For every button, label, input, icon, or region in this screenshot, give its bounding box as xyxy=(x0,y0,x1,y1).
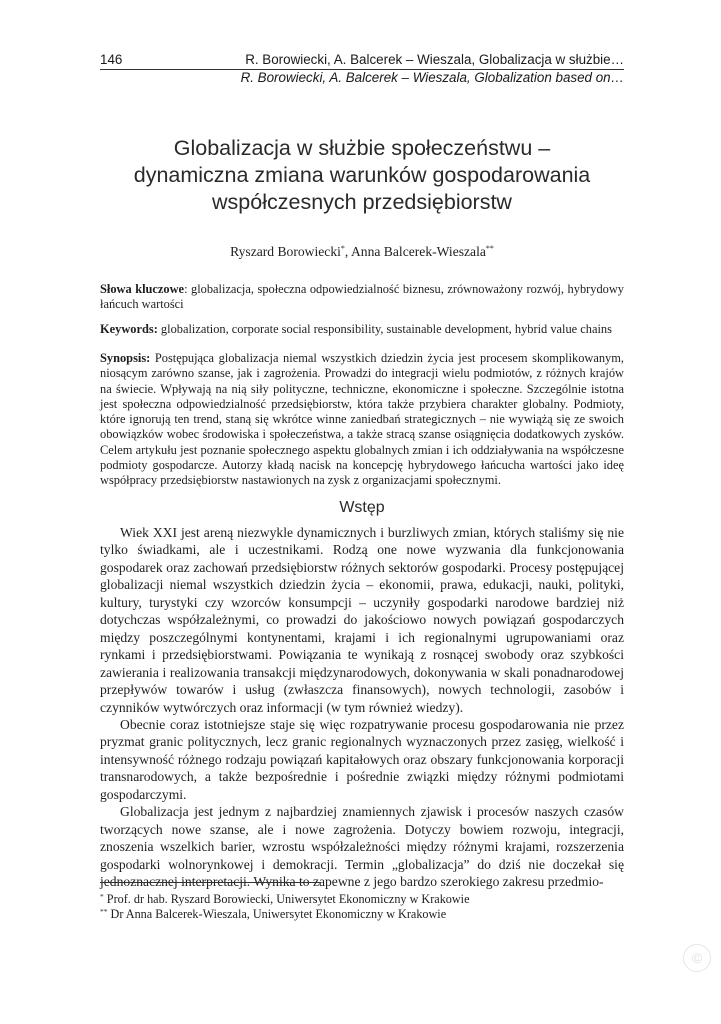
body-text xyxy=(100,524,624,891)
author-1-footnote-mark: * xyxy=(340,244,345,253)
keywords-polish-label: Słowa kluczowe xyxy=(100,282,185,296)
running-title-english: R. Borowiecki, A. Balcerek – Wieszala, Globalization based on… xyxy=(240,70,624,85)
keywords-polish-text: : globalizacja, społeczna odpowiedzialność biznesu, zrównoważony rozwój, hybrydowy łańcuch wartości xyxy=(100,282,624,312)
keywords-english-label: Keywords: xyxy=(100,322,158,336)
page-number: 146 xyxy=(100,52,123,67)
footnote-1-mark: * xyxy=(100,892,104,901)
author-list xyxy=(100,244,624,260)
title-line-3: współczesnych przedsiębiorstw xyxy=(212,190,512,214)
copyright-badge-icon: © xyxy=(683,944,711,972)
paragraph-1: Wiek XXI jest areną niezwykle dynamicznych i burzliwych zmian, których staliśmy się nie tylko świadkami, ale i uczestnikami. Rodzą one nowe wyzwania dla funkcjonowania gospodarek oraz zachowań przedsiębiorstw różnych sektorów gospodarki. Procesy postępującej globalizacji niemal wszystkich dziedzin życia – ekonomii, prawa, edukacji, nauki, polityki, kultury, turystyki czy wzorców konsumpcji – uczyniły gospodarki narodowe bardziej niż dotychczas współzależnymi, co prowadzi do jakościowo nowych powiązań gospodarczych między poszczególnymi kontynentami, krajami i ich regionalnymi ugrupowaniami oraz rynkami i przedsiębiorstwami. Powiązania te wynikają z rosnącej swobody oraz szybkości zawierania i realizowania transakcji międzynarodowych, dokonywania w skali ponadnarodowej przepływów towarów i usług (zwłaszcza finansowych), nowych technologii, zasobów i czynników wytwórczych oraz informacji (w tym również wiedzy). xyxy=(100,525,624,715)
article-title xyxy=(70,135,654,216)
footnote-2 xyxy=(100,904,624,922)
footnote-1-text: Prof. dr hab. Ryszard Borowiecki, Uniwersytet Ekonomiczny w Krakowie xyxy=(103,892,470,906)
author-1: Ryszard Borowiecki xyxy=(230,244,341,259)
synopsis-label: Synopsis: xyxy=(100,351,151,365)
title-line-1: Globalizacja w służbie społeczeństwu – xyxy=(173,136,551,160)
synopsis-text: Postępująca globalizacja niemal wszystkich dziedzin życia jest procesem skomplikowanym, niosącym zarówno szanse, jak i zagrożenia. Prowadzi do integracji wielu podmiotów, z różnych krajów na świecie. Wpływają na nią siły polityczne, techniczne, ekonomiczne i społeczne. Szczególnie istotna jest społeczna odpowiedzialność przedsiębiorstw, która także przybiera charakter globalny. Podmioty, które ignorują ten trend, staną się wkrótce winne zaniedbań strategicznych – nie wywiążą się ze swoich obowiązków wobec środowiska i społeczeństwa, a także stracą szanse osiągnięcia dodatkowych zysków. Celem artykułu jest poznanie społecznego aspektu globalnych zmian i ich oddziaływania na współczesne podmioty gospodarcze. Autorzy kładą nacisk na koncepcję hybrydowego łańcucha wartości jako ideę współpracy przedsiębiorstw nastawionych na zysk z organizacjami społecznymi. xyxy=(100,351,624,488)
paragraph-3: Globalizacja jest jednym z najbardziej znamiennych zjawisk i procesów naszych czasów tworzących nowe szanse, ale i nowe zagrożenia. Dotyczy bowiem rozwoju, integracji, znoszenia wszelkich barier, wzrostu współzależności między różnymi krajami, rozszerzenia gospodarki wolnorynkowej i demokracji. Termin „globalizacja” do dziś nie doczekał się jednoznacznej interpretacji. Wynika to zapewne z jego bardzo szerokiego zakresu przedmio- xyxy=(100,804,624,890)
title-line-2: dynamiczna zmiana warunków gospodarowania xyxy=(133,163,591,187)
keywords-english-text: globalization, corporate social responsibility, sustainable development, hybrid value chains xyxy=(157,322,612,336)
author-2-footnote-mark: ** xyxy=(485,244,494,253)
paragraph-2: Obecnie coraz istotniejsze staje się więc rozpatrywanie procesu gospodarowania nie przez pryzmat granic politycznych, lecz granic regionalnych wyznaczonych przez zasięg, wielkość i intensywność różnego rodzaju powiązań kapitałowych oraz obszary funkcjonowania korporacji transnarodowych, a także bezpośrednie i pośrednie związki między różnymi podmiotami gospodarczymi. xyxy=(100,716,624,802)
footnote-rule xyxy=(100,882,321,883)
section-heading: Wstęp xyxy=(339,499,385,516)
footnote-2-text: Dr Anna Balcerek-Wieszala, Uniwersytet Ekonomiczny w Krakowie xyxy=(107,907,447,921)
author-separator: , xyxy=(344,244,351,259)
keywords-english xyxy=(100,322,624,337)
synopsis xyxy=(100,351,624,489)
keywords-polish xyxy=(100,282,624,313)
author-2: Anna Balcerek-Wieszala xyxy=(350,244,486,259)
running-title-polish: R. Borowiecki, A. Balcerek – Wieszala, Globalizacja w służbie… xyxy=(245,52,624,67)
footnote-2-mark: ** xyxy=(100,907,108,916)
